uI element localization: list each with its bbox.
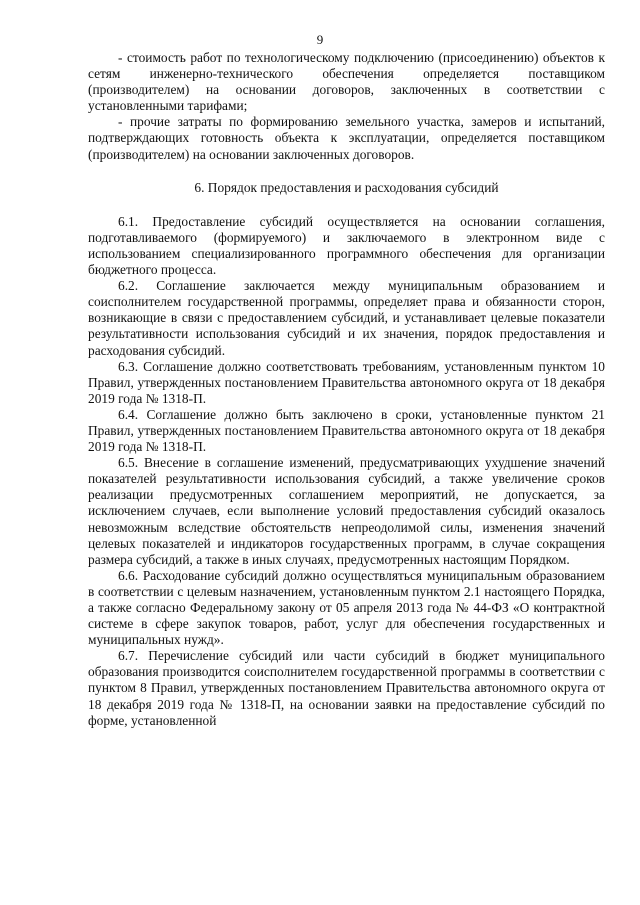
paragraph-6-3: 6.3. Соглашение должно соответствовать требованиям, установленным пунктом 10 Правил, утвержденных постановлением Правительства автономного округа от 18 декабря 2019 года № 1318-П.	[88, 358, 605, 406]
paragraph-6-7: 6.7. Перечисление субсидий или части субсидий в бюджет муниципального образования производится соисполнителем государственной программы в соответствии с пунктом 8 Правил, утвержденных постановлением Правительства автономного округа от 18 декабря 2019 года № 1318-П, на основании заявки на предоставление субсидий по форме, установленной	[88, 648, 605, 728]
document-body	[88, 50, 605, 729]
paragraph-6-4: 6.4. Соглашение должно быть заключено в сроки, установленные пунктом 21 Правил, утвержденных постановлением Правительства автономного округа от 18 декабря 2019 года № 1318-П.	[88, 406, 605, 455]
section-heading: 6. Порядок предоставления и расходования субсидий	[194, 179, 499, 195]
paragraph-other-costs: - прочие затраты по формированию земельного участка, замеров и испытаний, подтверждающих готовность объекта к эксплуатации, определяется поставщиком (производителем) на основании заключенных договоров.	[88, 114, 605, 162]
page-number: 9	[316, 32, 324, 47]
paragraph-connection-cost: - стоимость работ по технологическому подключению (присоединению) объектов к сетям инженерно-технического обеспечения определяется поставщиком (производителем) на основании договоров, заключенных в соответствии с установленными тарифами;	[88, 50, 605, 114]
paragraph-6-2: 6.2. Соглашение заключается между муниципальным образованием и соисполнителем государственной программы, определяет права и обязанности сторон, возникающие в связи с предоставлением субсидий, и устанавливает целевые показатели результативности использования субсидий и их значения, порядок предоставления и расходования субсидий.	[88, 278, 605, 358]
paragraph-6-5: 6.5. Внесение в соглашение изменений, предусматривающих ухудшение значений показателей результативности использования субсидий, а также увеличение сроков реализации предусмотренных соглашением мероприятий, не допускается, за исключением случаев, если выполнение условий предоставления субсидий оказалось невозможным вследствие обстоятельств непреодолимой силы, изменения значений целевых показателей и индикаторов государственных программ, в случае сокращения размера субсидий, а также в иных случаях, предусмотренных настоящим Порядком.	[88, 455, 605, 567]
paragraph-6-6: 6.6. Расходование субсидий должно осуществляться муниципальным образованием в соответствии с целевым назначением, установленным пунктом 2.1 настоящего Порядка, а также согласно Федеральному закону от 05 апреля 2013 года № 44-ФЗ «О контрактной системе в сфере закупок товаров, работ, услуг для обеспечения государственных и муниципальных нужд».	[88, 567, 605, 648]
paragraph-6-1: 6.1. Предоставление субсидий осуществляется на основании соглашения, подготавливаемого (формируемого) и заключаемого в электронном виде с использованием специализированного программного обеспечения для организации бюджетного процесса.	[88, 213, 605, 278]
